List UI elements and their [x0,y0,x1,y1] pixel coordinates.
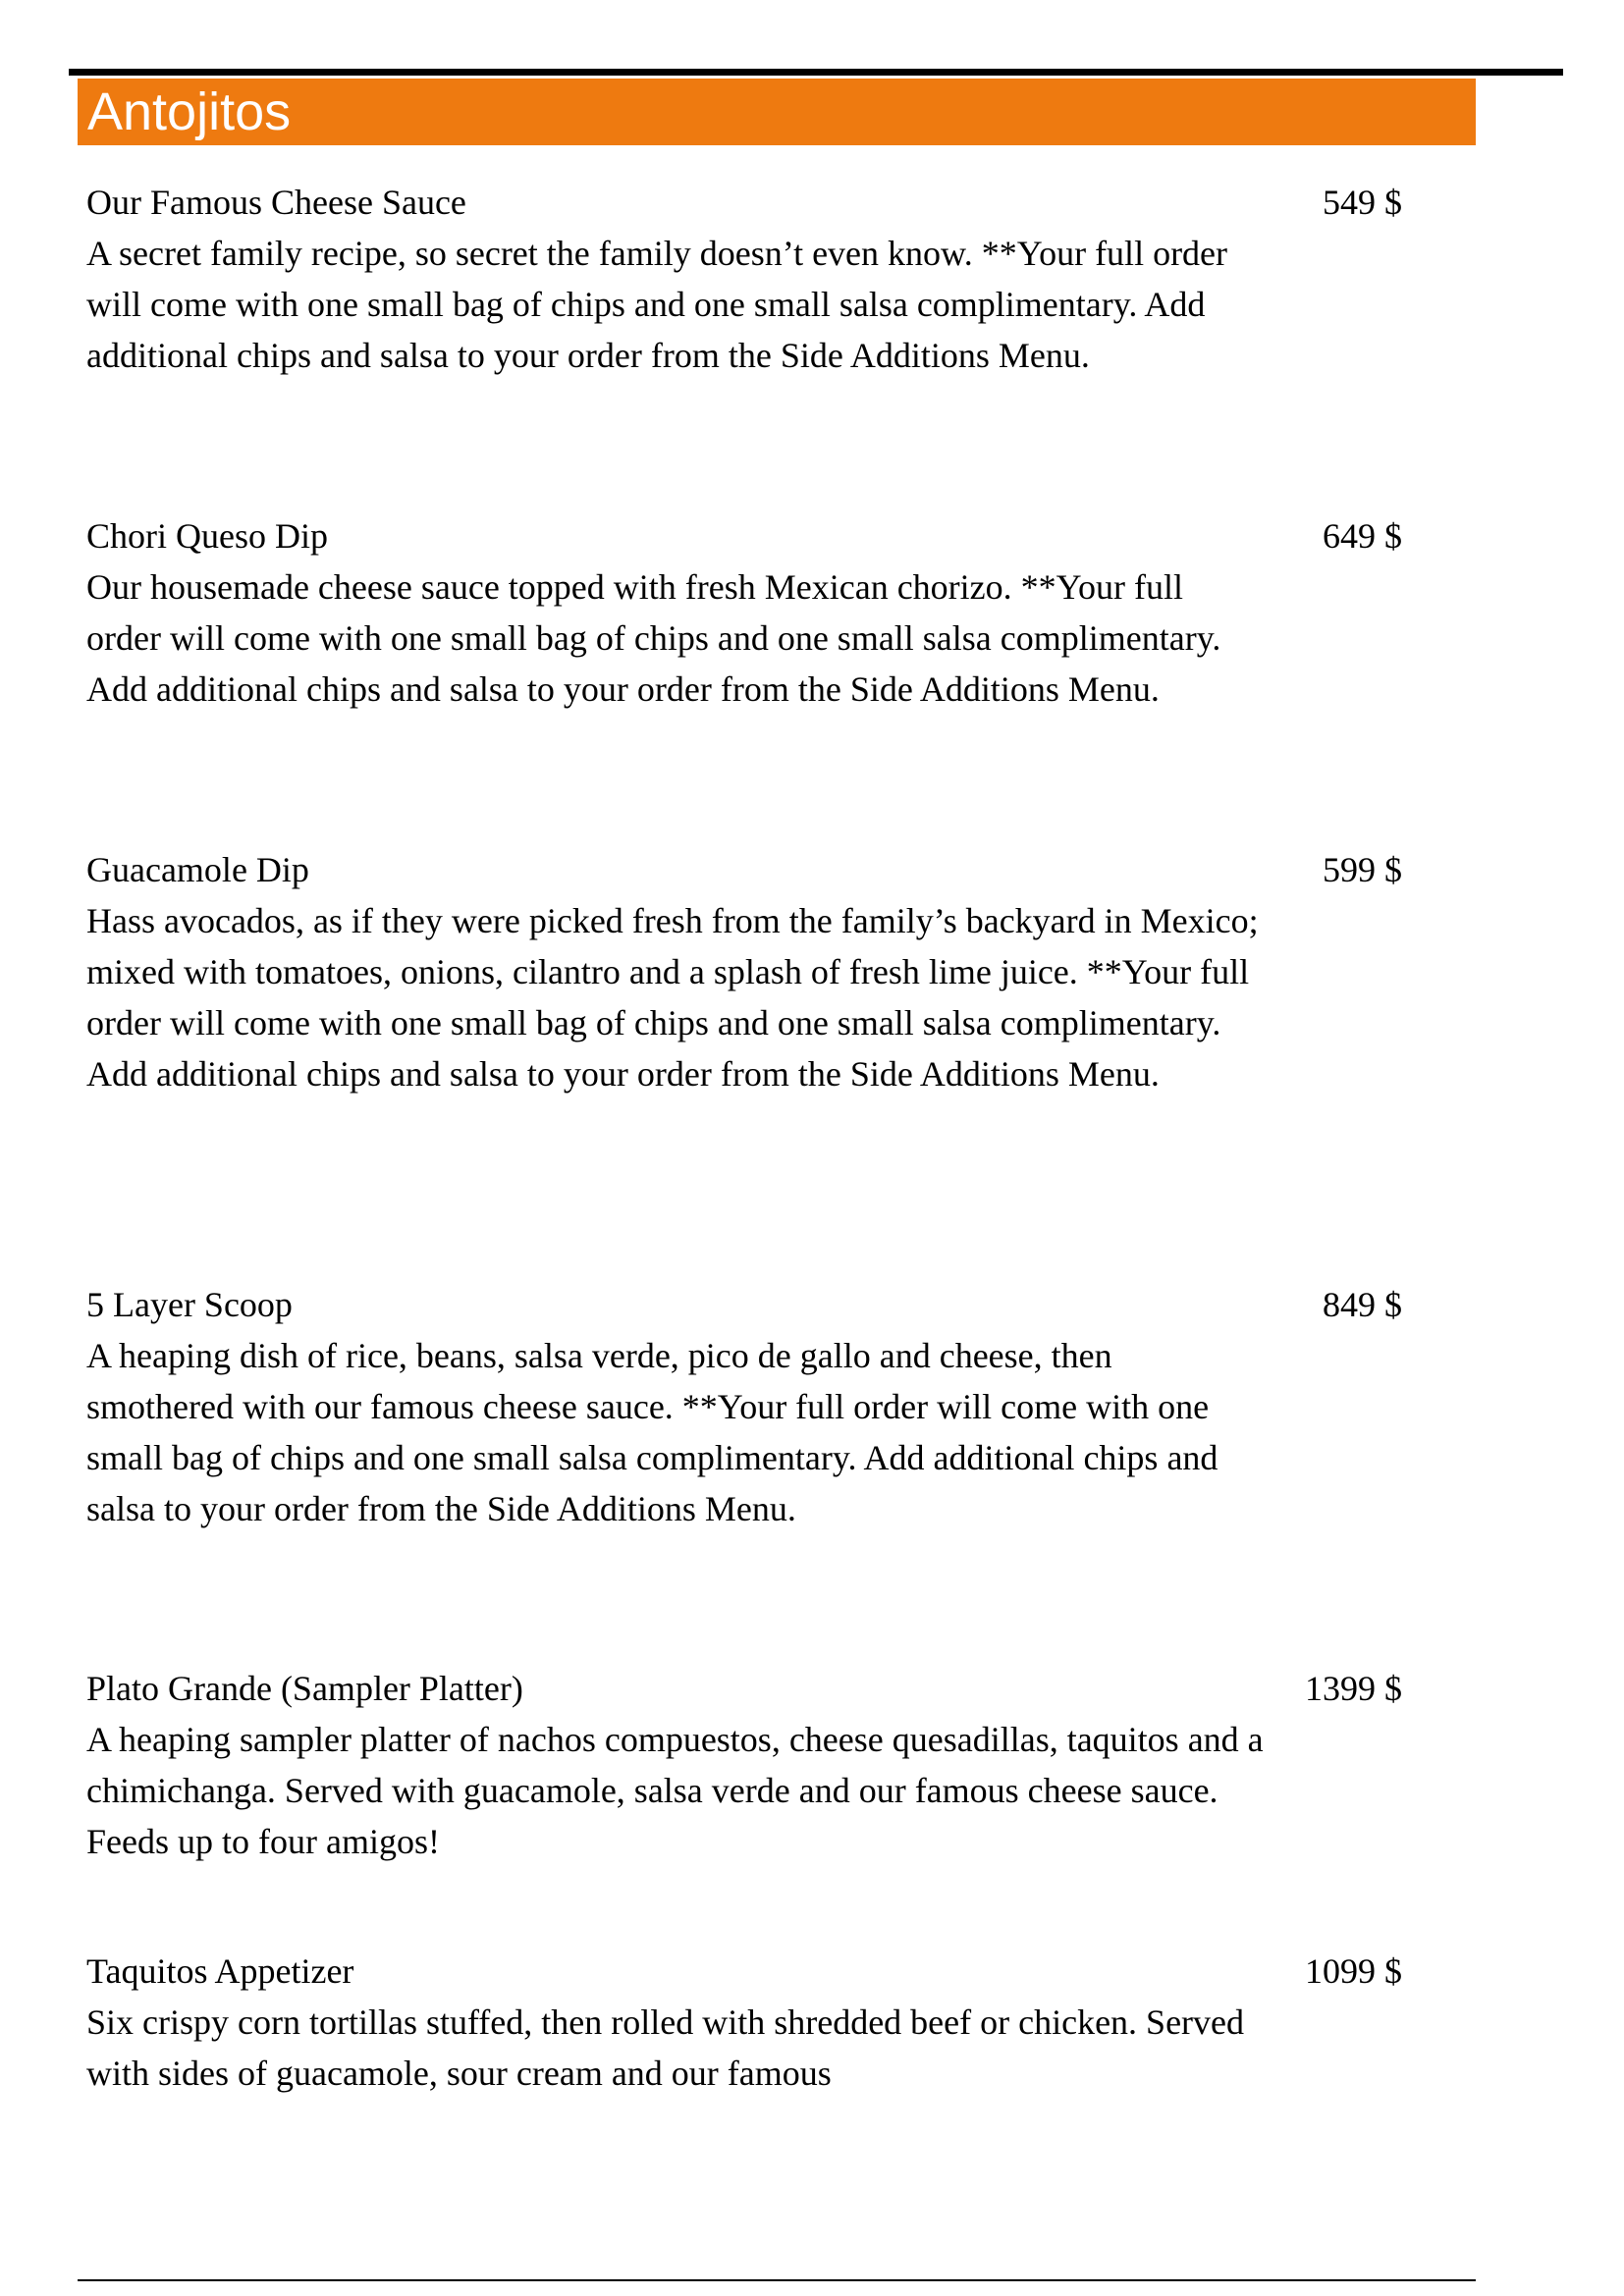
item-name: Our Famous Cheese Sauce [86,183,466,222]
item-price: 649 $ [1323,516,1402,556]
item-description: A secret family recipe, so secret the family doesn’t even know. **Your full order will come with one small bag of chips and one small salsa complimentary. Add additional chips and salsa to your order from the Side Additions Menu. [86,234,1228,375]
section-header-bar [78,79,1476,145]
item-price: 549 $ [1323,183,1402,222]
menu-item [86,1663,1402,1867]
item-price: 1399 $ [1305,1669,1402,1708]
item-description: A heaping sampler platter of nachos compuestos, cheese quesadillas, taquitos and a chimichanga. Served with guacamole, salsa verde and our famous cheese sauce. Feeds up to four amigos! [86,1720,1264,1861]
item-name: Plato Grande (Sampler Platter) [86,1669,523,1708]
item-price: 849 $ [1323,1285,1402,1324]
item-price: 599 $ [1323,850,1402,889]
item-description: A heaping dish of rice, beans, salsa verde, pico de gallo and cheese, then smothered with our famous cheese sauce. **Your full order will come with one small bag of chips and one small salsa complimentary. Add additional chips and salsa to your order from the Side Additions Menu. [86,1336,1218,1528]
menu-item [86,844,1402,1099]
menu-item [86,510,1402,715]
menu-item [86,1279,1402,1534]
item-name: Guacamole Dip [86,850,309,889]
menu-item [86,1946,1402,2099]
section-title: Antojitos [87,82,292,141]
item-description: Six crispy corn tortillas stuffed, then rolled with shredded beef or chicken. Served with sides of guacamole, sour cream and our famous [86,2002,1245,2093]
bottom-rule [78,2279,1476,2281]
item-description: Our housemade cheese sauce topped with fresh Mexican chorizo. **Your full order will come with one small bag of chips and one small salsa complimentary. Add additional chips and salsa to your order from the Side Additions Menu. [86,567,1221,709]
item-name: Chori Queso Dip [86,516,328,556]
item-price: 1099 $ [1305,1951,1402,1991]
item-name: Taquitos Appetizer [86,1951,354,1991]
item-description: Hass avocados, as if they were picked fresh from the family’s backyard in Mexico; mixed with tomatoes, onions, cilantro and a splash of fresh lime juice. **Your full order will come with one small bag of chips and one small salsa complimentary. Add additional chips and salsa to your order from the Side Additions Menu. [86,901,1259,1094]
menu-item [86,177,1402,381]
top-rule [69,69,1563,76]
item-name: 5 Layer Scoop [86,1285,293,1324]
